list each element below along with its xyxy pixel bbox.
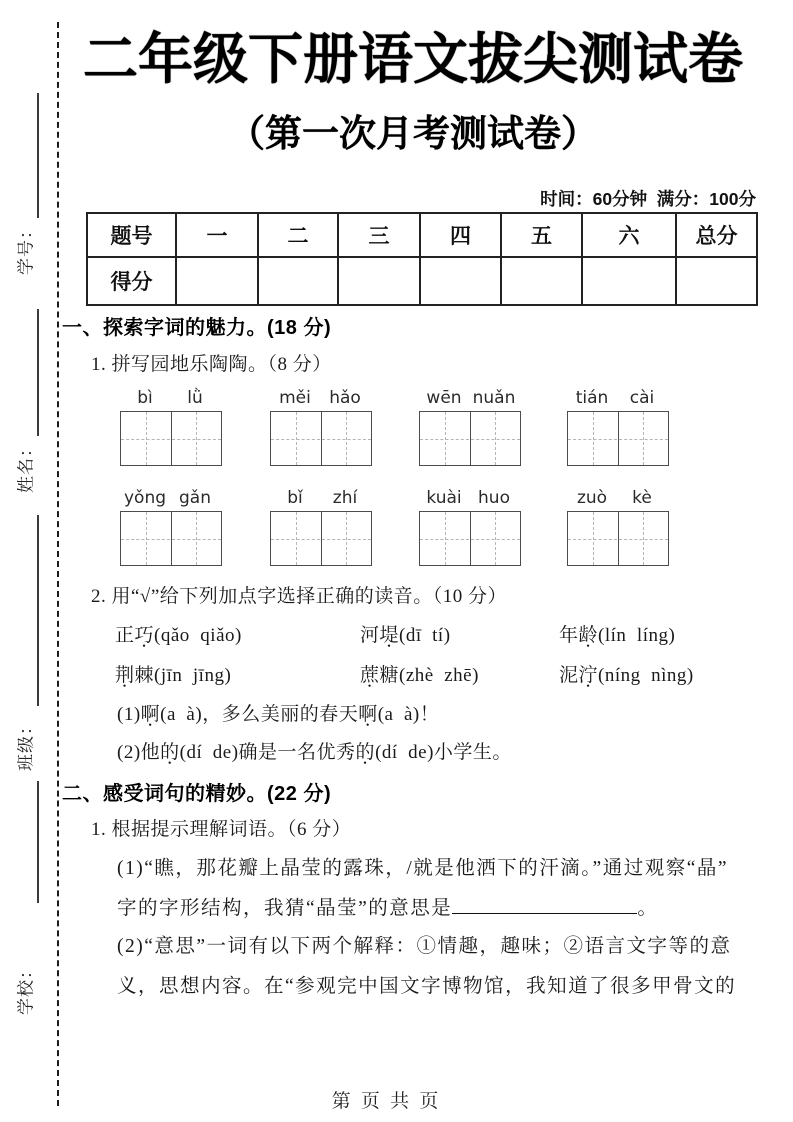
- score-cell-empty: [176, 257, 258, 305]
- score-table-score-row: [87, 257, 757, 305]
- writing-grid: [270, 511, 372, 566]
- student-info-writing-line: [37, 309, 39, 436]
- score-header-cell: 总分: [676, 213, 757, 257]
- writing-grid: [120, 411, 222, 466]
- page-subtitle: （第一次月考测试卷）: [228, 113, 598, 154]
- section2-q1-line4: 义，思想内容。在“参观完中国文字博物馆，我知道了很多甲骨文的: [117, 976, 737, 997]
- score-cell-empty: [338, 257, 420, 305]
- pinyin-syllable: bì: [137, 388, 153, 408]
- pinyin-label: [120, 388, 220, 408]
- grid-line: [271, 539, 371, 540]
- pinyin-syllable: tián: [575, 388, 609, 408]
- pinyin-group: [120, 488, 220, 566]
- word-choice-item: 河堤(dī tí): [360, 625, 451, 646]
- score-header-cell: 题号: [87, 213, 176, 257]
- pinyin-syllable: nuǎn: [472, 388, 516, 408]
- section2-q1-line2: [117, 892, 658, 920]
- score-cell-empty: [258, 257, 338, 305]
- score-header-cell: 四: [420, 213, 501, 257]
- section1-q2-sub2: (2)他的(dí de)确是一名优秀的(dí de)小学生。: [117, 742, 512, 763]
- score-cell-empty: [582, 257, 676, 305]
- word-choice-item: 蔗糖(zhè zhē): [360, 665, 479, 686]
- pinyin-syllable: kè: [632, 488, 652, 508]
- pinyin-syllable: bǐ: [287, 488, 303, 508]
- score-row-label: 得分: [87, 257, 176, 305]
- grid-line: [568, 439, 668, 440]
- section1-heading: 一、探索字词的魅力。(18 分): [62, 317, 332, 339]
- pinyin-syllable: zuò: [576, 488, 608, 508]
- pinyin-syllable: huo: [478, 488, 510, 508]
- student-info-writing-line: [37, 515, 39, 706]
- section1-q2-label: 2. 用“√”给下列加点字选择正确的读音。（10 分）: [91, 586, 508, 607]
- grid-line: [121, 539, 221, 540]
- pinyin-label: [567, 388, 667, 408]
- pinyin-group: [270, 388, 370, 466]
- pinyin-syllable: gǎn: [179, 488, 211, 508]
- pinyin-label: [270, 388, 370, 408]
- student-id-label: 学号：: [16, 221, 36, 275]
- score-cell-empty: [501, 257, 582, 305]
- page-footer: 第 页 共 页: [331, 1091, 439, 1112]
- pinyin-group: [120, 388, 220, 466]
- grid-line: [420, 439, 520, 440]
- pinyin-syllable: měi: [279, 388, 311, 408]
- score-table: [86, 212, 758, 306]
- word-choice-item: 荆棘(jīn jīng): [115, 665, 232, 686]
- pinyin-group: [419, 388, 519, 466]
- student-info-writing-line: [37, 781, 39, 903]
- pinyin-group: [567, 388, 667, 466]
- grid-line: [271, 439, 371, 440]
- word-choice-item: 正巧(qǎo qiǎo): [115, 625, 242, 646]
- margin-dashed-line: [57, 22, 59, 1106]
- writing-grid: [567, 411, 669, 466]
- student-info-writing-line: [37, 93, 39, 218]
- score-cell-empty: [676, 257, 757, 305]
- writing-grid: [419, 411, 521, 466]
- score-cell-empty: [420, 257, 501, 305]
- section2-q1-line1: (1)“瞧，那花瓣上晶莹的露珠，/就是他洒下的汗滴。”通过观察“晶”: [117, 858, 729, 879]
- word-choice-item: 年龄(lín líng): [559, 625, 676, 646]
- pinyin-label: [419, 488, 519, 508]
- line2-period: 。: [637, 898, 659, 919]
- writing-grid: [270, 411, 372, 466]
- score-header-cell: 一: [176, 213, 258, 257]
- writing-grid: [120, 511, 222, 566]
- exam-meta: 时间：60分钟 满分：100分: [540, 189, 756, 209]
- class-label: 班级：: [16, 717, 36, 771]
- section2-heading: 二、感受词句的精妙。(22 分): [62, 783, 332, 805]
- pinyin-group: [419, 488, 519, 566]
- section1-q1-label: 1. 拼写园地乐陶陶。（8 分）: [91, 354, 332, 375]
- writing-grid: [567, 511, 669, 566]
- section2-q1-label: 1. 根据提示理解词语。（6 分）: [91, 819, 352, 840]
- score-header-cell: 三: [338, 213, 420, 257]
- pinyin-syllable: cài: [629, 388, 655, 408]
- pinyin-group: [567, 488, 667, 566]
- score-table-header-row: [87, 213, 757, 257]
- school-label: 学校：: [16, 961, 36, 1015]
- pinyin-syllable: wēn: [426, 388, 462, 408]
- section1-q2-sub1: (1)啊(a à)，多么美丽的春天啊(a à)！: [117, 704, 440, 725]
- pinyin-label: [419, 388, 519, 408]
- student-name-label: 姓名：: [16, 439, 36, 493]
- word-choice-item: 泥泞(níng nìng): [559, 665, 694, 686]
- page-title: 二年级下册语文拔尖测试卷: [82, 28, 743, 90]
- pinyin-syllable: zhí: [332, 488, 358, 508]
- writing-grid: [419, 511, 521, 566]
- grid-line: [121, 439, 221, 440]
- grid-line: [568, 539, 668, 540]
- pinyin-label: [270, 488, 370, 508]
- grid-line: [420, 539, 520, 540]
- pinyin-group: [270, 488, 370, 566]
- pinyin-label: [567, 488, 667, 508]
- pinyin-syllable: yǒng: [123, 488, 167, 508]
- section2-q1-line3: (2)“意思”一词有以下两个解释：①情趣，趣味；②语言文字等的意: [117, 936, 732, 957]
- score-header-cell: 二: [258, 213, 338, 257]
- line2-text: 字的字形结构，我猜“晶莹”的意思是: [117, 898, 453, 919]
- pinyin-label: [120, 488, 220, 508]
- pinyin-syllable: hǎo: [329, 388, 361, 408]
- pinyin-syllable: kuài: [426, 488, 462, 508]
- score-header-cell: 五: [501, 213, 582, 257]
- answer-blank: [452, 893, 637, 914]
- pinyin-syllable: lǜ: [187, 388, 203, 408]
- score-header-cell: 六: [582, 213, 676, 257]
